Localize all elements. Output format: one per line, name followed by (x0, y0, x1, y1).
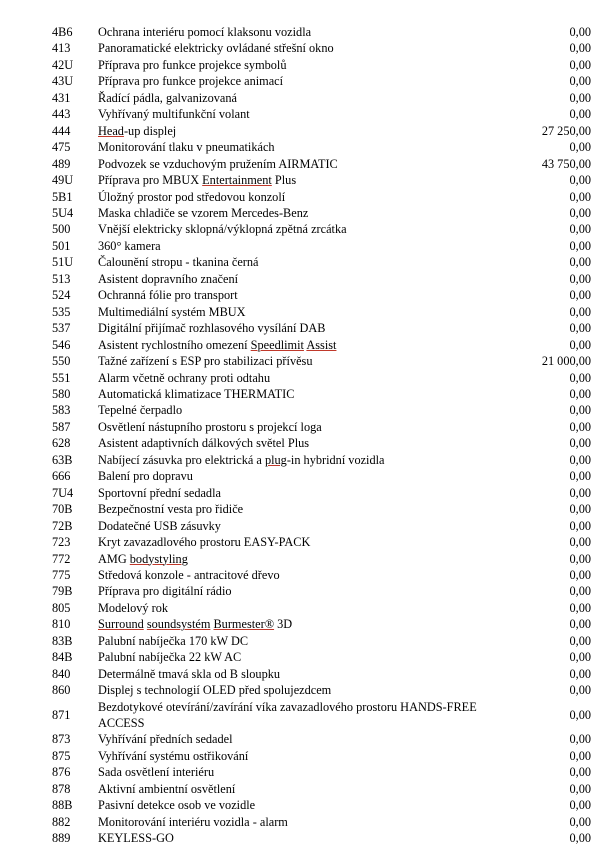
option-description: Podvozek se vzduchovým pružením AIRMATIC (98, 156, 338, 171)
option-code: 42U (52, 57, 74, 72)
option-code: 580 (52, 386, 71, 401)
option-price: 0,00 (569, 765, 591, 780)
table-row (52, 600, 591, 616)
table-row (52, 254, 591, 270)
option-description: Sada osvětlení interiéru (98, 765, 215, 780)
option-price: 0,00 (569, 403, 591, 418)
table-row (52, 189, 591, 205)
option-description: Asistent adaptivních dálkových světel Plus (98, 436, 310, 451)
table-row (52, 682, 591, 698)
option-price: 0,00 (569, 707, 591, 722)
option-price: 0,00 (569, 222, 591, 237)
option-description: Pasivní detekce osob ve vozidle (98, 798, 256, 813)
option-description: Aktivní ambientní osvětlení (98, 781, 236, 796)
option-description: Kryt zavazadlového prostoru EASY-PACK (98, 535, 311, 550)
option-description: Úložný prostor pod středovou konzolí (98, 189, 286, 204)
option-price: 0,00 (569, 781, 591, 796)
options-table (52, 24, 591, 847)
option-price: 0,00 (569, 748, 591, 763)
option-description: Vyhřívaný multifunkční volant (98, 107, 250, 122)
table-row (52, 73, 591, 89)
option-code: 772 (52, 551, 71, 566)
option-description: KEYLESS-GO (98, 831, 174, 846)
option-description: AMG bodystyling (98, 551, 188, 566)
option-description: Nabíjecí zásuvka pro elektrická a plug-in hybridní vozidla (98, 452, 385, 467)
table-row (52, 435, 591, 451)
option-price: 0,00 (569, 386, 591, 401)
option-price: 0,00 (569, 271, 591, 286)
option-description: Automatická klimatizace THERMATIC (98, 386, 295, 401)
option-code: 723 (52, 535, 71, 550)
option-code: 4B6 (52, 25, 73, 39)
option-price: 0,00 (569, 567, 591, 582)
option-code: 431 (52, 90, 71, 105)
table-row (52, 633, 591, 649)
option-price: 0,00 (569, 535, 591, 550)
option-price: 0,00 (569, 288, 591, 303)
table-row (52, 748, 591, 764)
option-code: 72B (52, 518, 73, 533)
option-code: 535 (52, 304, 71, 319)
option-description: Multimediální systém MBUX (98, 304, 246, 319)
option-price: 0,00 (569, 419, 591, 434)
table-row (52, 468, 591, 484)
option-code: 5U4 (52, 205, 74, 220)
table-row (52, 238, 591, 254)
option-price: 0,00 (569, 584, 591, 599)
option-code: 875 (52, 748, 71, 763)
option-code: 501 (52, 238, 71, 253)
option-code: 840 (52, 666, 71, 681)
option-code: 83B (52, 633, 73, 648)
option-description: Displej s technologií OLED před spolujezdcem (98, 683, 332, 698)
option-price: 0,00 (569, 798, 591, 813)
option-price: 0,00 (569, 337, 591, 352)
table-row (52, 106, 591, 122)
table-row (52, 666, 591, 682)
option-code: 513 (52, 271, 71, 286)
table-row (52, 649, 591, 665)
option-description: Surround soundsystém Burmester® 3D (98, 617, 293, 632)
option-code: 70B (52, 502, 73, 517)
option-price: 0,00 (569, 551, 591, 566)
option-price: 0,00 (569, 617, 591, 632)
table-row (52, 764, 591, 780)
option-code: 43U (52, 74, 74, 89)
option-code: 583 (52, 403, 71, 418)
option-price: 0,00 (569, 74, 591, 89)
option-price: 0,00 (569, 57, 591, 72)
option-description: Příprava pro funkce projekce symbolů (98, 57, 287, 72)
table-row (52, 616, 591, 632)
option-price: 0,00 (569, 732, 591, 747)
option-code: 63B (52, 452, 73, 467)
table-row (52, 205, 591, 221)
option-code: 489 (52, 156, 71, 171)
table-row (52, 386, 591, 402)
option-code: 443 (52, 107, 71, 122)
option-code: 546 (52, 337, 71, 352)
option-description: Čalounění stropu - tkanina černá (98, 255, 259, 270)
option-code: 537 (52, 321, 71, 336)
option-description: Panoramatické elektricky ovládané střešní okno (98, 41, 334, 56)
option-description: Digitální přijímač rozhlasového vysílání DAB (98, 321, 326, 336)
option-price: 0,00 (569, 107, 591, 122)
option-code: 524 (52, 288, 71, 303)
option-price: 0,00 (569, 189, 591, 204)
options-table-body (52, 24, 591, 847)
option-description: Příprava pro digitální rádio (98, 584, 232, 599)
table-row (52, 304, 591, 320)
table-row (52, 40, 591, 56)
option-description: Ochranná fólie pro transport (98, 288, 238, 303)
option-price: 0,00 (569, 518, 591, 533)
option-description: Bezdotykové otevírání/zavírání víka zavazadlového prostoru HANDS-FREE ACCESS (98, 699, 477, 731)
option-description: Vyhřívání systému ostřikování (98, 748, 249, 763)
option-price: 0,00 (569, 304, 591, 319)
option-code: 88B (52, 798, 73, 813)
option-description: 360° kamera (98, 238, 161, 253)
option-description: Monitorování interiéru vozidla - alarm (98, 814, 288, 829)
option-price: 0,00 (569, 370, 591, 385)
table-row (52, 370, 591, 386)
table-row (52, 583, 591, 599)
option-price: 21 000,00 (541, 354, 591, 369)
option-price: 0,00 (569, 502, 591, 517)
option-description: Alarm včetně ochrany proti odtahu (98, 370, 271, 385)
table-row (52, 139, 591, 155)
option-description: Vnější elektricky sklopná/výklopná zpětná zrcátka (98, 222, 347, 237)
option-description: Palubní nabíječka 22 kW AC (98, 650, 242, 665)
option-description: Příprava pro MBUX Entertainment Plus (98, 173, 297, 188)
table-row (52, 337, 591, 353)
option-code: 79B (52, 584, 73, 599)
option-description: Monitorování tlaku v pneumatikách (98, 140, 275, 155)
table-row (52, 551, 591, 567)
option-description: Balení pro dopravu (98, 469, 193, 484)
option-code: 860 (52, 683, 71, 698)
option-code: 5B1 (52, 189, 73, 204)
table-row (52, 320, 591, 336)
option-price: 43 750,00 (541, 156, 591, 171)
option-price: 0,00 (569, 469, 591, 484)
option-price: 0,00 (569, 90, 591, 105)
option-price: 0,00 (569, 485, 591, 500)
option-code: 444 (52, 123, 71, 138)
option-description: Tepelné čerpadlo (98, 403, 183, 418)
option-price: 0,00 (569, 831, 591, 846)
option-code: 810 (52, 617, 71, 632)
option-price: 0,00 (569, 41, 591, 56)
option-price: 27 250,00 (541, 123, 591, 138)
option-description: Head-up displej (98, 123, 177, 138)
option-code: 871 (52, 707, 71, 722)
option-description: Středová konzole - antracitové dřevo (98, 567, 280, 582)
option-price: 0,00 (569, 683, 591, 698)
option-price: 0,00 (569, 650, 591, 665)
table-row (52, 797, 591, 813)
option-code: 805 (52, 600, 71, 615)
option-code: 413 (52, 41, 71, 56)
table-row (52, 485, 591, 501)
option-price: 0,00 (569, 600, 591, 615)
option-code: 500 (52, 222, 71, 237)
option-price: 0,00 (569, 436, 591, 451)
table-row (52, 271, 591, 287)
option-price: 0,00 (569, 173, 591, 188)
option-code: 873 (52, 732, 71, 747)
table-row (52, 814, 591, 830)
option-price: 0,00 (569, 452, 591, 467)
table-row (52, 402, 591, 418)
option-code: 550 (52, 354, 71, 369)
option-code: 587 (52, 419, 71, 434)
table-row (52, 518, 591, 534)
option-code: 878 (52, 781, 71, 796)
option-description: Asistent rychlostního omezení Speedlimit Assist (98, 337, 337, 352)
option-price: 0,00 (569, 814, 591, 829)
option-price: 0,00 (569, 140, 591, 155)
table-row (52, 172, 591, 188)
option-description: Palubní nabíječka 170 kW DC (98, 633, 249, 648)
option-description: Ochrana interiéru pomocí klaksonu vozidla (98, 25, 312, 39)
table-row (52, 221, 591, 237)
table-row (52, 781, 591, 797)
option-code: 882 (52, 814, 71, 829)
table-row (52, 287, 591, 303)
option-description: Maska chladiče se vzorem Mercedes-Benz (98, 205, 309, 220)
table-row (52, 123, 591, 139)
option-code: 775 (52, 567, 71, 582)
option-description: Sportovní přední sedadla (98, 485, 221, 500)
option-code: 628 (52, 436, 71, 451)
option-description: Determálně tmavá skla od B sloupku (98, 666, 281, 681)
table-row (52, 699, 591, 732)
table-row (52, 452, 591, 468)
table-row (52, 501, 591, 517)
table-row (52, 534, 591, 550)
option-price: 0,00 (569, 25, 591, 39)
option-description: Vyhřívání předních sedadel (98, 732, 233, 747)
table-row (52, 567, 591, 583)
option-price: 0,00 (569, 205, 591, 220)
option-description: Osvětlení nástupního prostoru s projekcí loga (98, 419, 322, 434)
option-price: 0,00 (569, 633, 591, 648)
option-description: Řadící pádla, galvanizovaná (98, 90, 237, 105)
option-code: 666 (52, 469, 71, 484)
option-code: 889 (52, 831, 71, 846)
table-row (52, 90, 591, 106)
option-code: 51U (52, 255, 74, 270)
option-code: 84B (52, 650, 73, 665)
option-description: Dodatečné USB zásuvky (98, 518, 221, 533)
option-code: 7U4 (52, 485, 74, 500)
option-code: 876 (52, 765, 71, 780)
option-price: 0,00 (569, 238, 591, 253)
option-code: 475 (52, 140, 71, 155)
table-row (52, 57, 591, 73)
table-row (52, 24, 591, 40)
option-code: 49U (52, 173, 74, 188)
option-description: Modelový rok (98, 600, 169, 615)
option-price: 0,00 (569, 321, 591, 336)
option-price: 0,00 (569, 666, 591, 681)
option-code: 551 (52, 370, 71, 385)
option-price: 0,00 (569, 255, 591, 270)
table-row (52, 731, 591, 747)
table-row (52, 156, 591, 172)
option-description: Bezpečnostní vesta pro řidiče (98, 502, 244, 517)
option-description: Tažné zařízení s ESP pro stabilizaci přívěsu (98, 354, 313, 369)
table-row (52, 830, 591, 846)
table-row (52, 353, 591, 369)
option-description: Příprava pro funkce projekce animací (98, 74, 284, 89)
option-description: Asistent dopravního značení (98, 271, 239, 286)
table-row (52, 419, 591, 435)
